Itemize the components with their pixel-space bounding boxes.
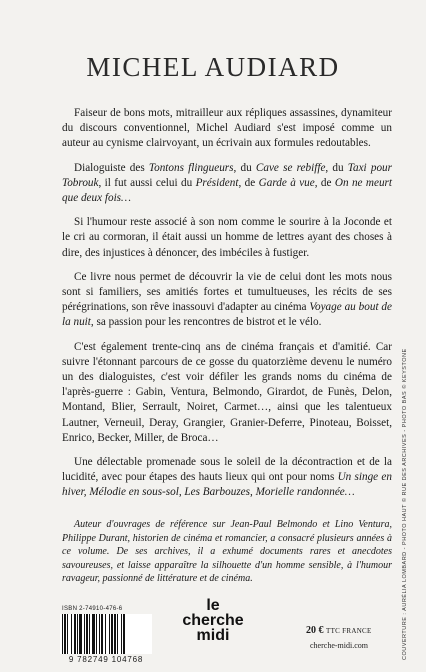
price [306, 625, 372, 636]
blurb [62, 106, 392, 510]
blurb-paragraph-5: C'est également trente-cinq ans de cinéma français et d'amitié. Car suivre l'étonnant parcours de ce gosse du quatorzième devenu le numéro un des dialoguistes, c'est voir défiler les grands noms du cinéma de l'après-guerre : Gabin, Ventura, Belmondo, Girardot, de Funès, Delon, Montand, Blier, Serrault, Noiret, Carmet…, ainsi que les talentueux Lautner, Verneuil, Deray, Grangier, Granier-Deferre, Pinoteau, Boisset, Enrico, Becker, Miller, de Broca… [62, 340, 392, 444]
blurb-paragraph-1: Faiseur de bons mots, mitrailleur aux répliques assassines, dynamiteur du discours conventionnel, Michel Audiard s'est imposé comme un auteur au cynisme clairvoyant, un écrivain aux formules redoutables. [62, 107, 392, 150]
publisher-website: cherche-midi.com [310, 641, 368, 650]
blurb-paragraph-3: Si l'humour reste associé à son nom comme le sourire à la Joconde et le cri au cormoran, il était aussi un homme de lettres ayant des choses à dire, des injustices à dénoncer, des imbéciles à fustiger. [62, 216, 392, 259]
author-bio-text: Auteur d'ouvrages de référence sur Jean-Paul Belmondo et Lino Ventura, Philippe Durant, historien de cinéma et romancier, a consacré plusieurs années à ce volume. De ses archives, il a exhumé documents rares et anecdotes savoureuses, et laisse apparaître la silhouette d'un homme sensible, à l'humour ravageur, passionné de littérature et de cinéma. [62, 519, 392, 585]
cover-credit: COUVERTURE : AURÉLIA LOMBARD - PHOTO HAUT © RUE DES ARCHIVES - PHOTO BAS © KEYSTONE [402, 348, 408, 660]
blurb-paragraph-6: Une délectable promenade sous le soleil de la décontraction et de la lucidité, avec pour étapes des hauts lieux qui ont pour noms Un singe en hiver, Mélodie en sous-sol, Les Barbouzes, Morielle randonnée… [62, 456, 392, 499]
price-suffix: TTC FRANCE [326, 627, 372, 635]
book-title: MICHEL AUDIARD [86, 52, 340, 82]
isbn: ISBN 2-74910-476-6 [62, 606, 123, 612]
blurb-paragraph-2: Dialoguiste des Tontons flingueurs, du Cave se rebiffe, du Taxi pour Tobrouk, il fut aussi celui du Président, de Garde à vue, de On ne meurt que deux fois… [62, 161, 392, 205]
author-bio [62, 518, 392, 586]
publisher-logo-line-2: cherche [182, 612, 244, 629]
publisher-logo [175, 598, 251, 643]
blurb-paragraph-4: Ce livre nous permet de découvrir la vie de celui dont les mots nous sont si familiers, ses amitiés fortes et tumultueuses, les récits de ses pérégrinations, son rêve inassouvi d'adapter au cinéma Voyage au bout de la nuit, sa passion pour les rencontres de bistrot et le vélo. [62, 270, 392, 329]
publisher-logo-line-1: le [206, 597, 220, 614]
publisher-logo-line-3: midi [196, 627, 230, 644]
barcode [60, 614, 152, 654]
barcode-number: 9 782749 104768 [68, 655, 144, 664]
price-value: 20 € [306, 625, 324, 636]
